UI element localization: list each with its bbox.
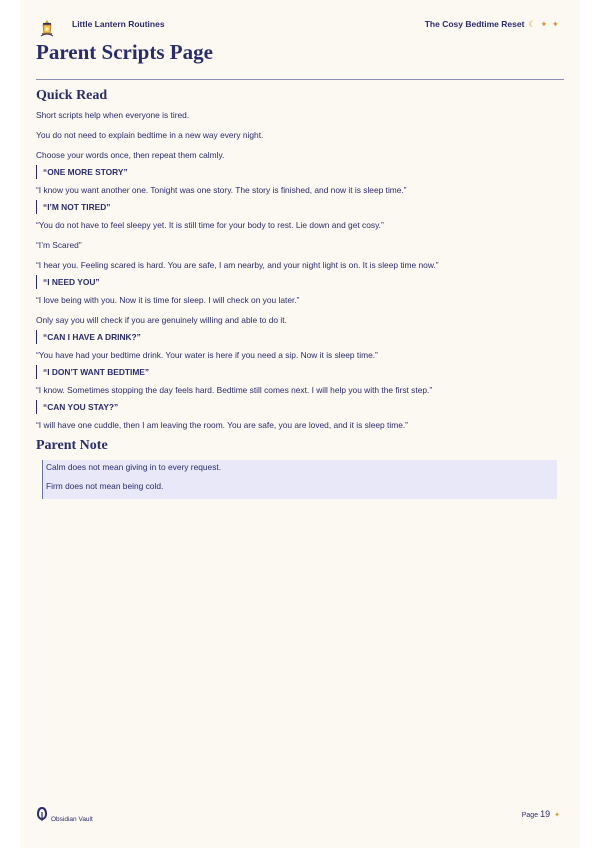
quick-read-heading: Quick Read — [36, 88, 108, 103]
title-divider — [36, 79, 564, 80]
script-text: “You do not have to feel sleepy yet. It is still time for your body to rest. Lie down and get cosy.” — [36, 220, 384, 230]
script-text: “I will have one cuddle, then I am leaving the room. You are safe, you are loved, and it is sleep time.” — [36, 420, 408, 430]
script-text: “I love being with you. Now it is time for sleep. I will check on you later.” — [36, 295, 300, 305]
series-title — [425, 19, 560, 30]
brand-name: Little Lantern Routines — [72, 19, 165, 29]
script-text: “I hear you. Feeling scared is hard. You are safe, I am nearby, and your night light is on. It is sleep time now.” — [36, 260, 439, 270]
script-heading-drink: “CAN I HAVE A DRINK?” — [36, 330, 564, 344]
script-text: “You have had your bedtime drink. Your water is here if you need a sip. Now it is sleep time.” — [36, 350, 378, 360]
page-title: Parent Scripts Page — [36, 40, 213, 64]
series-title-text: The Cosy Bedtime Reset — [424, 19, 525, 29]
document-page — [20, 0, 580, 848]
script-heading-can-you-stay: “CAN YOU STAY?” — [36, 400, 564, 414]
moon-star-decoration-icon: ☾ ✦ ✦ — [528, 19, 560, 29]
script-text: “I know. Sometimes stopping the day feels hard. Bedtime still comes next. I will help you with the first step.” — [36, 385, 433, 395]
page-label: Page — [521, 812, 539, 819]
parent-note-heading: Parent Note — [36, 438, 108, 453]
script-heading-not-tired: “I’M NOT TIRED” — [36, 200, 564, 214]
script-heading-one-more-story: “ONE MORE STORY” — [36, 165, 564, 179]
page-number-value: 19 — [540, 809, 551, 819]
page-header — [20, 14, 580, 40]
parent-note-line: Calm does not mean giving in to every request. — [46, 462, 222, 472]
parent-note-box — [42, 460, 557, 499]
script-subheading-scared: “I’m Scared” — [36, 240, 82, 250]
obsidian-vault-icon — [36, 806, 48, 827]
intro-line: Choose your words once, then repeat them calmly. — [36, 150, 225, 160]
script-heading-need-you: “I NEED YOU” — [36, 275, 564, 289]
page-number — [522, 809, 560, 819]
script-heading-dont-want-bedtime: “I DON’T WANT BEDTIME” — [36, 365, 564, 379]
script-text: “I know you want another one. Tonight was one story. The story is finished, and now it is sleep time.” — [36, 185, 407, 195]
vault-name: Obsidian Vault — [51, 816, 93, 823]
star-icon: ✦ — [554, 812, 560, 819]
page-content — [36, 86, 564, 499]
intro-line: Short scripts help when everyone is tired. — [36, 110, 190, 120]
page-footer — [20, 806, 580, 834]
script-note: Only say you will check if you are genuinely willing and able to do it. — [36, 315, 287, 325]
parent-note-line: Firm does not mean being cold. — [46, 481, 164, 491]
intro-line: You do not need to explain bedtime in a new way every night. — [36, 130, 264, 140]
